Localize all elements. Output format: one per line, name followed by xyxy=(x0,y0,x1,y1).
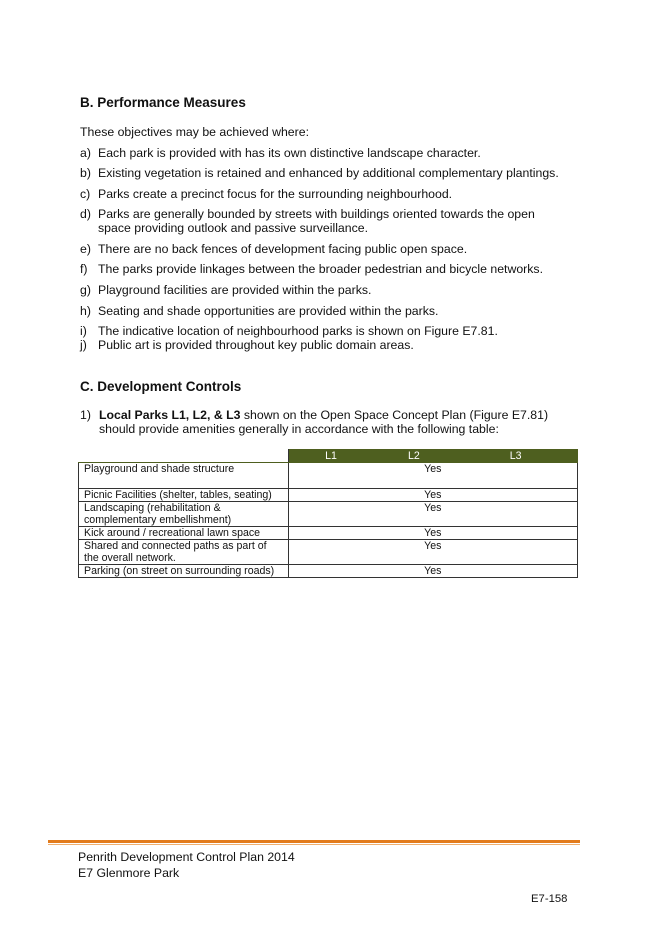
list-letter: i) xyxy=(80,324,87,338)
list-text: Public art is provided throughout key public domain areas. xyxy=(98,338,414,352)
list-item xyxy=(80,242,580,256)
list-item xyxy=(80,146,580,160)
table-row xyxy=(79,565,578,578)
table-row xyxy=(79,540,578,565)
list-letter: b) xyxy=(80,166,91,180)
table-row-value: Yes xyxy=(288,489,577,502)
section-b-intro: These objectives may be achieved where: xyxy=(80,125,309,139)
control-bold-text: Local Parks L1, L2, & L3 xyxy=(99,408,241,422)
table-row-value: Yes xyxy=(288,502,577,527)
table-row-value: Yes xyxy=(288,540,577,565)
list-text: Parks create a precinct focus for the surrounding neighbourhood. xyxy=(98,187,453,201)
control-text: shown on the Open Space Concept Plan (Figure E7.81) should provide amenities generally in accordance with the following table: xyxy=(99,408,549,436)
table-row-value: Yes xyxy=(288,565,577,578)
list-letter: d) xyxy=(80,207,91,221)
list-item xyxy=(80,304,580,318)
list-letter: c) xyxy=(80,187,91,201)
list-text: Seating and shade opportunities are provided within the parks. xyxy=(98,304,439,318)
list-item xyxy=(80,283,580,297)
list-letter: j) xyxy=(80,338,87,352)
table-row-label: Shared and connected paths as part of the overall network. xyxy=(79,540,289,565)
table-row xyxy=(79,527,578,540)
list-text: The parks provide linkages between the broader pedestrian and bicycle networks. xyxy=(98,262,543,276)
section-b-heading: B. Performance Measures xyxy=(80,95,246,110)
control-number: 1) xyxy=(80,408,91,422)
table-row-label: Kick around / recreational lawn space xyxy=(79,527,289,540)
list-item xyxy=(80,338,580,352)
list-letter: h) xyxy=(80,304,91,318)
table-row-label: Parking (on street on surrounding roads) xyxy=(79,565,289,578)
list-item xyxy=(80,324,580,338)
table-row-label: Picnic Facilities (shelter, tables, seating) xyxy=(79,489,289,502)
table-row xyxy=(79,489,578,502)
list-letter: g) xyxy=(80,283,91,297)
list-text: Existing vegetation is retained and enhanced by additional complementary plantings. xyxy=(98,166,559,180)
table-header-l1: L1 xyxy=(288,450,374,463)
list-text: Parks are generally bounded by streets with buildings oriented towards the open space providing outlook and passive surveillance. xyxy=(98,207,535,235)
list-text: There are no back fences of development facing public open space. xyxy=(98,242,468,256)
table-row-value: Yes xyxy=(288,527,577,540)
list-text: Playground facilities are provided within the parks. xyxy=(98,283,372,297)
list-text: Each park is provided with has its own distinctive landscape character. xyxy=(98,146,481,160)
list-letter: a) xyxy=(80,146,91,160)
table-header-l2: L2 xyxy=(374,450,454,463)
page-number: E7-158 xyxy=(531,893,568,905)
control-item xyxy=(80,408,560,436)
list-text: The indicative location of neighbourhood parks is shown on Figure E7.81. xyxy=(98,324,498,338)
section-c-heading: C. Development Controls xyxy=(80,379,242,394)
table-row-label: Landscaping (rehabilitation & complementary embellishment) xyxy=(79,502,289,527)
table-header-l3: L3 xyxy=(454,450,578,463)
list-letter: f) xyxy=(80,262,88,276)
amenities-table xyxy=(78,449,578,578)
footer-section-title: E7 Glenmore Park xyxy=(78,866,180,880)
list-item xyxy=(80,262,580,276)
footer-rule-highlight xyxy=(48,844,580,845)
footer-rule xyxy=(48,840,580,843)
table-header-blank xyxy=(79,450,289,463)
table-row xyxy=(79,463,578,489)
table-header-row xyxy=(79,450,578,463)
list-letter: e) xyxy=(80,242,91,256)
footer-document-title: Penrith Development Control Plan 2014 xyxy=(78,850,295,864)
table-row xyxy=(79,502,578,527)
table-row-value: Yes xyxy=(288,463,577,489)
list-item xyxy=(80,187,580,201)
list-item xyxy=(80,207,570,235)
table-row-label: Playground and shade structure xyxy=(79,463,289,489)
list-item xyxy=(80,166,580,180)
